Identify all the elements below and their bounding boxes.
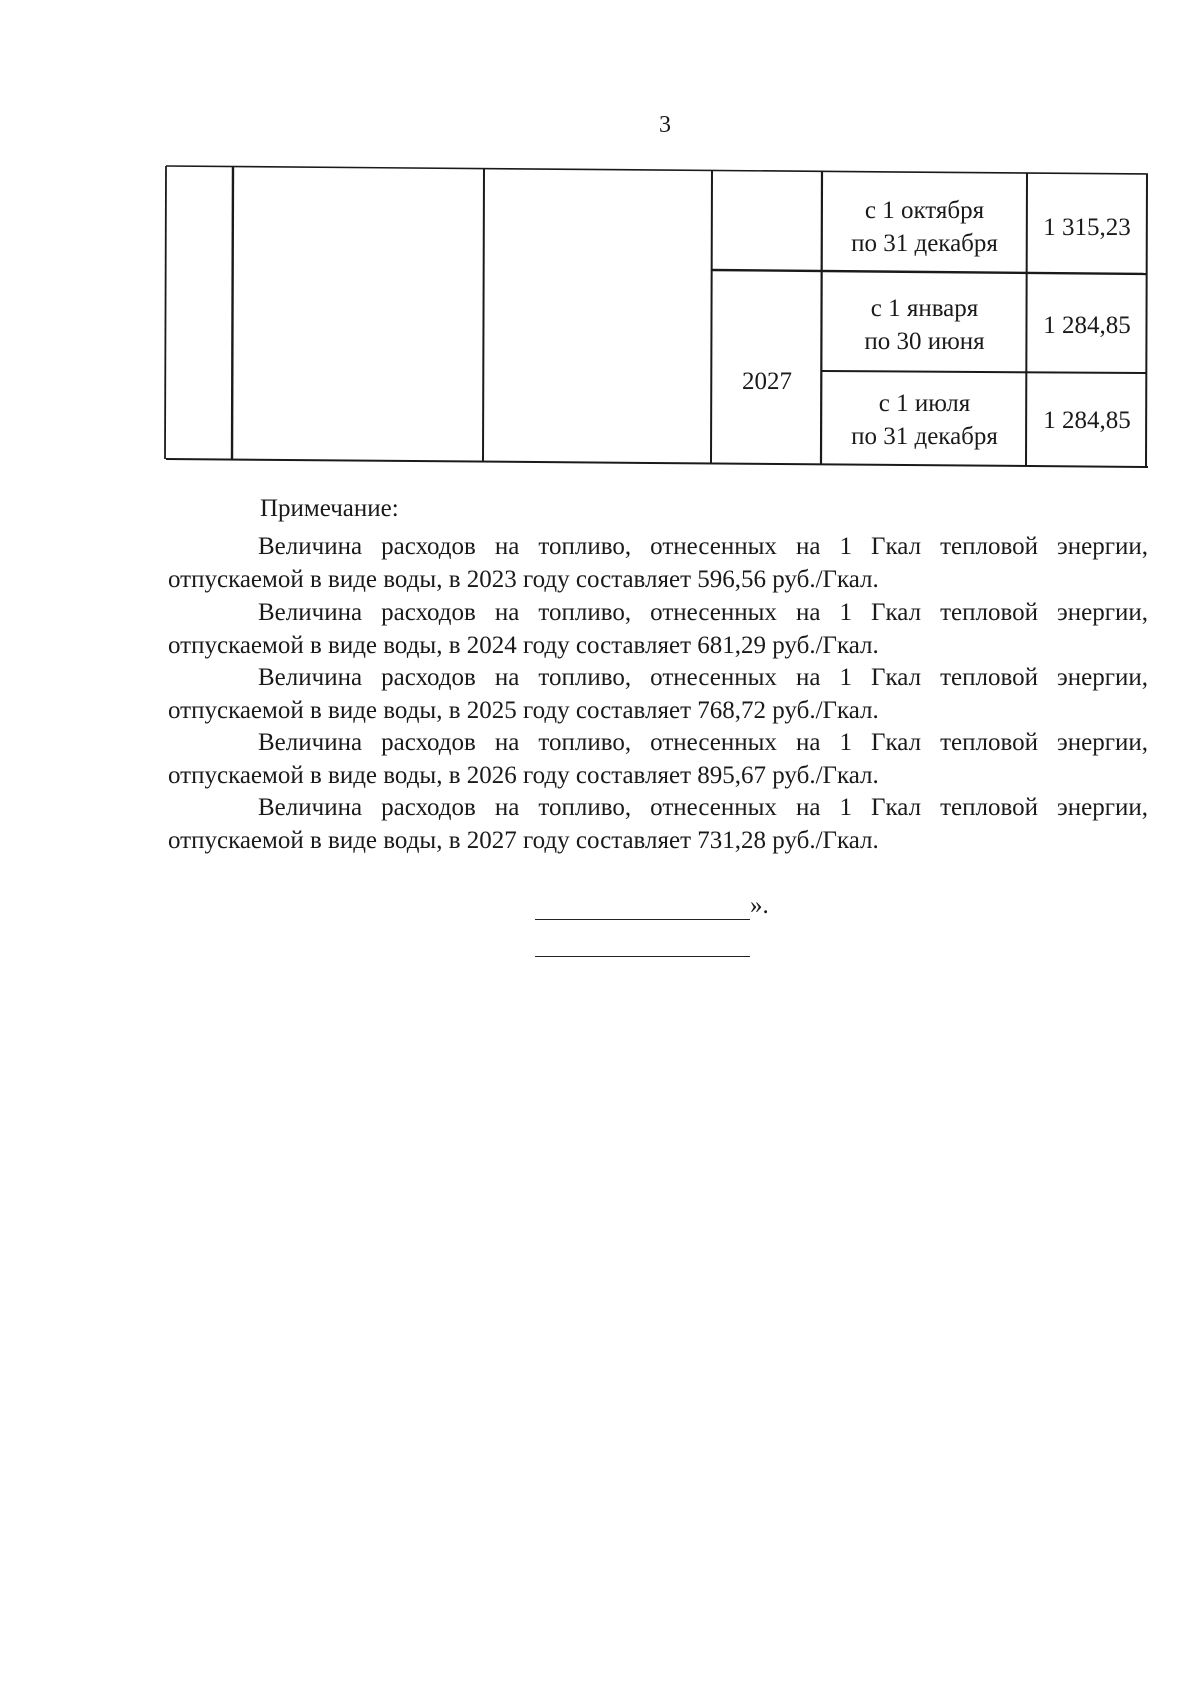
closing-quote-mark: ».	[750, 892, 769, 919]
closing-rule	[535, 956, 750, 957]
year-cell: 2027	[742, 367, 792, 395]
note-line: Величина расходов на топливо, отнесенных на 1 Гкал тепловой энергии,	[258, 533, 1148, 560]
note-paragraph	[168, 726, 1148, 792]
tariff-table	[166, 166, 1148, 468]
page-number: 3	[659, 112, 671, 138]
note-paragraph	[168, 661, 1148, 727]
note-line: отпускаемой в виде воды, в 2026 году составляет 895,67 руб./Гкал.	[168, 762, 879, 789]
note-line: отпускаемой в виде воды, в 2024 году составляет 681,29 руб./Гкал.	[168, 632, 879, 659]
value-cell: 1 315,23	[1043, 213, 1131, 241]
value-cell: 1 284,85	[1043, 311, 1131, 339]
value-cell: 1 284,85	[1043, 406, 1131, 434]
note-line: отпускаемой в виде воды, в 2023 году составляет 596,56 руб./Гкал.	[168, 566, 879, 593]
note-paragraph	[168, 530, 1148, 596]
note-line: Величина расходов на топливо, отнесенных на 1 Гкал тепловой энергии,	[258, 599, 1148, 626]
period-cell: с 1 октября по 31 декабря	[851, 197, 998, 257]
note-line: Величина расходов на топливо, отнесенных на 1 Гкал тепловой энергии,	[258, 794, 1148, 821]
note-title: Примечание:	[260, 495, 399, 522]
note-line: Величина расходов на топливо, отнесенных на 1 Гкал тепловой энергии,	[258, 729, 1148, 756]
closing-line	[535, 892, 769, 920]
period-cell: с 1 января по 30 июня	[864, 295, 985, 355]
note-line: Величина расходов на топливо, отнесенных на 1 Гкал тепловой энергии,	[258, 664, 1148, 691]
note-paragraph	[168, 791, 1148, 857]
note-line: отпускаемой в виде воды, в 2025 году составляет 768,72 руб./Гкал.	[168, 697, 879, 724]
closing-underline	[535, 893, 750, 920]
period-cell: с 1 июля по 31 декабря	[851, 390, 998, 450]
note-paragraph	[168, 596, 1148, 662]
note-line: отпускаемой в виде воды, в 2027 году составляет 731,28 руб./Гкал.	[168, 827, 879, 854]
